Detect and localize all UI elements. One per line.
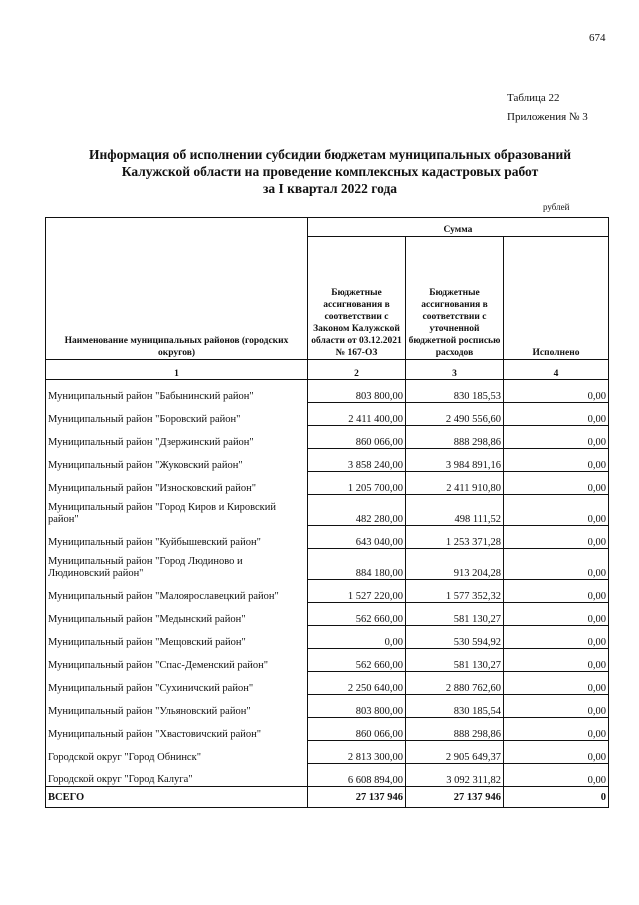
district-name: Муниципальный район "Дзержинский район" [46, 426, 308, 449]
allocation-revised: 581 130,27 [406, 603, 504, 626]
allocation-law: 1 527 220,00 [308, 580, 406, 603]
total-label: ВСЕГО [46, 787, 308, 808]
allocation-revised: 3 984 891,16 [406, 449, 504, 472]
district-name: Муниципальный район "Боровский район" [46, 403, 308, 426]
header-name: Наименование муниципальных районов (городских округов) [46, 218, 308, 360]
executed: 0,00 [504, 380, 609, 403]
allocation-law: 860 066,00 [308, 718, 406, 741]
document-title [40, 146, 620, 197]
allocation-revised: 2 490 556,60 [406, 403, 504, 426]
district-name: Муниципальный район "Жуковский район" [46, 449, 308, 472]
allocation-law: 2 813 300,00 [308, 741, 406, 764]
executed: 0,00 [504, 672, 609, 695]
allocation-revised: 1 253 371,28 [406, 526, 504, 549]
table-row [46, 603, 609, 626]
allocation-law: 3 858 240,00 [308, 449, 406, 472]
allocation-revised: 888 298,86 [406, 718, 504, 741]
executed: 0,00 [504, 764, 609, 787]
allocation-law: 803 800,00 [308, 380, 406, 403]
total-executed: 0 [504, 787, 609, 808]
table-row [46, 695, 609, 718]
allocation-law: 643 040,00 [308, 526, 406, 549]
table-row [46, 495, 609, 526]
table-row [46, 403, 609, 426]
executed: 0,00 [504, 741, 609, 764]
district-name: Муниципальный район "Сухиничский район" [46, 672, 308, 695]
executed: 0,00 [504, 495, 609, 526]
district-name: Муниципальный район "Мещовский район" [46, 626, 308, 649]
allocation-law: 562 660,00 [308, 649, 406, 672]
table-row [46, 526, 609, 549]
header-sum: Сумма [308, 218, 609, 237]
executed: 0,00 [504, 649, 609, 672]
allocation-revised: 2 411 910,80 [406, 472, 504, 495]
column-number: 1 [46, 360, 308, 380]
executed: 0,00 [504, 695, 609, 718]
table-row [46, 626, 609, 649]
title-line: Информация об исполнении субсидии бюджетам муниципальных образований [88, 147, 572, 162]
page-number: 674 [589, 32, 606, 44]
district-name: Муниципальный район "Город Людиново и Людиновский район" [46, 549, 308, 580]
table-row [46, 472, 609, 495]
district-name: Муниципальный район "Спас-Деменский район" [46, 649, 308, 672]
executed: 0,00 [504, 549, 609, 580]
district-name: Городской округ "Город Калуга" [46, 764, 308, 787]
executed: 0,00 [504, 526, 609, 549]
allocation-law: 2 411 400,00 [308, 403, 406, 426]
allocation-law: 6 608 894,00 [308, 764, 406, 787]
district-name: Городской округ "Город Обнинск" [46, 741, 308, 764]
executed: 0,00 [504, 626, 609, 649]
total-allocation-revised: 27 137 946 [406, 787, 504, 808]
allocation-law: 482 280,00 [308, 495, 406, 526]
executed: 0,00 [504, 426, 609, 449]
allocation-revised: 2 905 649,37 [406, 741, 504, 764]
header-col2: Бюджетные ассигнования в соответствии с Законом Калужской области от 03.12.2021 № 167-ОЗ [308, 237, 406, 360]
unit-label: рублей [543, 202, 570, 212]
subsidy-table [45, 217, 609, 808]
appendix-number: Приложения № 3 [507, 111, 588, 123]
allocation-law: 1 205 700,00 [308, 472, 406, 495]
executed: 0,00 [504, 403, 609, 426]
table-row [46, 718, 609, 741]
title-line: за I квартал 2022 года [262, 181, 398, 196]
district-name: Муниципальный район "Износковский район" [46, 472, 308, 495]
allocation-revised: 830 185,54 [406, 695, 504, 718]
title-line: Калужской области на проведение комплексных кадастровых работ [121, 164, 539, 179]
table-row [46, 380, 609, 403]
table-row [46, 549, 609, 580]
district-name: Муниципальный район "Ульяновский район" [46, 695, 308, 718]
table-row [46, 580, 609, 603]
district-name: Муниципальный район "Медынский район" [46, 603, 308, 626]
table-row [46, 426, 609, 449]
district-name: Муниципальный район "Город Киров и Кировский район" [46, 495, 308, 526]
executed: 0,00 [504, 718, 609, 741]
total-allocation-law: 27 137 946 [308, 787, 406, 808]
total-row [46, 787, 609, 808]
table-row [46, 741, 609, 764]
allocation-revised: 581 130,27 [406, 649, 504, 672]
executed: 0,00 [504, 603, 609, 626]
table-row [46, 449, 609, 472]
allocation-law: 860 066,00 [308, 426, 406, 449]
allocation-law: 884 180,00 [308, 549, 406, 580]
allocation-revised: 1 577 352,32 [406, 580, 504, 603]
column-number: 4 [504, 360, 609, 380]
allocation-law: 562 660,00 [308, 603, 406, 626]
column-number: 3 [406, 360, 504, 380]
allocation-revised: 498 111,52 [406, 495, 504, 526]
district-name: Муниципальный район "Хвастовичский район" [46, 718, 308, 741]
executed: 0,00 [504, 449, 609, 472]
allocation-revised: 888 298,86 [406, 426, 504, 449]
header-col3: Бюджетные ассигнования в соответствии с уточненной бюджетной росписью расходов [406, 237, 504, 360]
table-row [46, 672, 609, 695]
district-name: Муниципальный район "Куйбышевский район" [46, 526, 308, 549]
district-name: Муниципальный район "Бабынинский район" [46, 380, 308, 403]
table-row [46, 764, 609, 787]
allocation-revised: 830 185,53 [406, 380, 504, 403]
table-row [46, 649, 609, 672]
table-number: Таблица 22 [507, 92, 560, 104]
allocation-revised: 3 092 311,82 [406, 764, 504, 787]
allocation-law: 803 800,00 [308, 695, 406, 718]
allocation-revised: 913 204,28 [406, 549, 504, 580]
executed: 0,00 [504, 472, 609, 495]
header-col4: Исполнено [504, 237, 609, 360]
district-name: Муниципальный район "Малоярославецкий район" [46, 580, 308, 603]
column-number: 2 [308, 360, 406, 380]
allocation-law: 0,00 [308, 626, 406, 649]
allocation-revised: 530 594,92 [406, 626, 504, 649]
allocation-revised: 2 880 762,60 [406, 672, 504, 695]
allocation-law: 2 250 640,00 [308, 672, 406, 695]
executed: 0,00 [504, 580, 609, 603]
table-reference [507, 89, 588, 127]
